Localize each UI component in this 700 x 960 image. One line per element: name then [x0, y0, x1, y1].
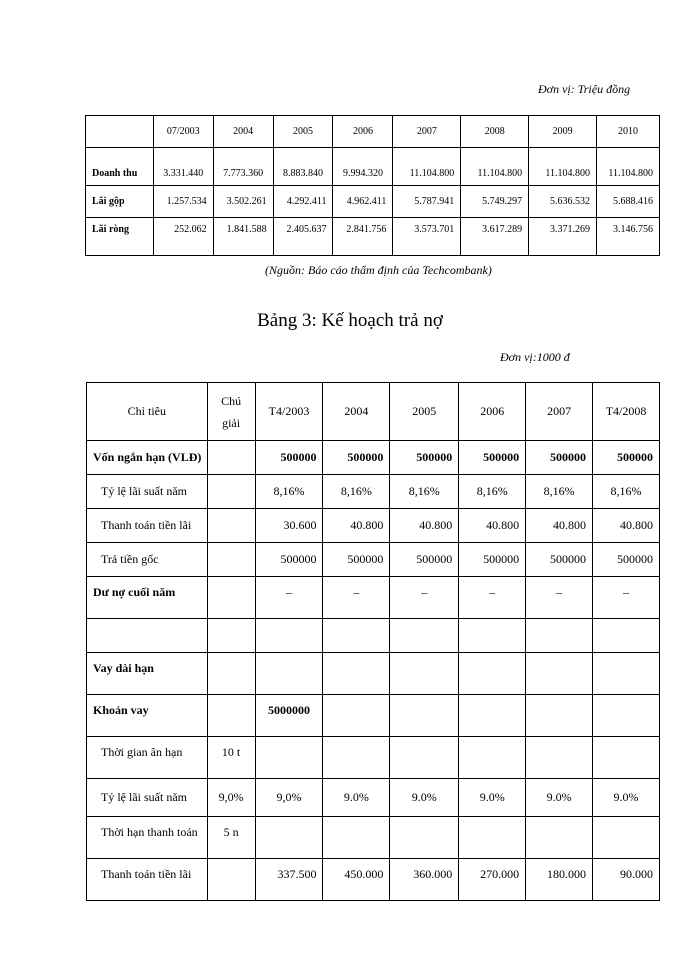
table2-cell: 500000 — [390, 543, 459, 577]
table2-cell — [323, 653, 390, 695]
table1-cell: 3.146.756 — [597, 218, 660, 256]
table1-cell: 5.787.941 — [393, 186, 461, 218]
table2-note-cell — [207, 695, 255, 737]
table2-cell — [323, 737, 390, 779]
table2-note-cell — [207, 653, 255, 695]
table2-cell: 500000 — [255, 441, 323, 475]
table1-cell: 4.292.411 — [273, 186, 333, 218]
table1-cell: 5.636.532 — [529, 186, 597, 218]
table2-row-label: Tỷ lệ lãi suất năm — [87, 779, 208, 817]
table2-cell — [323, 817, 390, 859]
table1-cell: 11.104.800 — [393, 148, 461, 186]
table2-cell: 500000 — [526, 441, 593, 475]
table1-row — [86, 186, 660, 218]
table2-cell: 180.000 — [526, 859, 593, 901]
year-header: T4/2008 — [593, 383, 660, 441]
table2-cell: 40.800 — [459, 509, 526, 543]
table2-row-label: Dư nợ cuối năm — [87, 577, 208, 619]
table2-row-label: Vốn ngắn hạn (VLĐ) — [87, 441, 208, 475]
table2-cell: 8,16% — [593, 475, 660, 509]
table2-cell: 500000 — [459, 441, 526, 475]
table2-cell: 8,16% — [459, 475, 526, 509]
table2-row — [87, 509, 660, 543]
table1-cell: 4.962.411 — [333, 186, 393, 218]
table1-row-label: Lãi gộp — [86, 186, 154, 218]
table2-row-label: Tỷ lệ lãi suất năm — [87, 475, 208, 509]
table2-cell — [593, 737, 660, 779]
table2-cell — [390, 817, 459, 859]
table2-cell: – — [593, 577, 660, 619]
table2-row — [87, 619, 660, 653]
table2-cell: 8,16% — [526, 475, 593, 509]
table2-note-cell — [207, 859, 255, 901]
table2-cell: 500000 — [593, 441, 660, 475]
table2-cell: 500000 — [593, 543, 660, 577]
table2-row-label: Thời gian ân hạn — [87, 737, 208, 779]
table2-cell: 500000 — [459, 543, 526, 577]
table2-note-cell — [207, 441, 255, 475]
table2-cell: 9,0% — [255, 779, 323, 817]
table2-row-label: Vay dài hạn — [87, 653, 208, 695]
table1-header-cell: 2005 — [273, 116, 333, 148]
debt-repayment-table — [86, 382, 660, 901]
table2-cell — [255, 653, 323, 695]
table2-note-cell — [207, 577, 255, 619]
table2-cell: – — [459, 577, 526, 619]
note-header-line: giải — [222, 415, 241, 430]
table1-cell: 9.994.320 — [333, 148, 393, 186]
table2-note-cell — [207, 619, 255, 653]
table2-cell: 40.800 — [323, 509, 390, 543]
table2-cell — [526, 695, 593, 737]
table2-cell: 270.000 — [459, 859, 526, 901]
table2-cell — [526, 737, 593, 779]
table1-cell: 3.331.440 — [153, 148, 213, 186]
table2-cell — [390, 695, 459, 737]
table1-cell: 5.688.416 — [597, 186, 660, 218]
table1-cell: 2.405.637 — [273, 218, 333, 256]
table2-cell — [593, 619, 660, 653]
table2-cell: – — [390, 577, 459, 619]
table2-note-cell — [207, 475, 255, 509]
table2-cell — [593, 653, 660, 695]
table1-header-cell: 2010 — [597, 116, 660, 148]
table1-cell: 8.883.840 — [273, 148, 333, 186]
table2-cell: 30.600 — [255, 509, 323, 543]
table1-header-cell: 2004 — [213, 116, 273, 148]
table2-cell: 450.000 — [323, 859, 390, 901]
table2-cell: 40.800 — [390, 509, 459, 543]
table1-cell: 1.257.534 — [153, 186, 213, 218]
table2-row — [87, 737, 660, 779]
table2-row-label: Thời hạn thanh toán — [87, 817, 208, 859]
table2-cell: 9.0% — [323, 779, 390, 817]
table1-cell: 3.617.289 — [461, 218, 529, 256]
year-header: 2006 — [459, 383, 526, 441]
table2-cell — [390, 737, 459, 779]
table2-row — [87, 653, 660, 695]
table1-cell: 11.104.800 — [597, 148, 660, 186]
table2-cell — [390, 653, 459, 695]
table2-cell — [323, 619, 390, 653]
table2-note-cell: 5 n — [207, 817, 255, 859]
table1-unit: Đơn vị: Triệu đồng — [538, 82, 631, 96]
table1-header-row — [86, 116, 660, 148]
table2-row — [87, 543, 660, 577]
table2-cell: 8,16% — [390, 475, 459, 509]
table2-cell — [459, 737, 526, 779]
table2-header-row — [87, 383, 660, 441]
table1-row-label: Doanh thu — [86, 148, 154, 186]
table2-cell: 5000000 — [255, 695, 323, 737]
table2-row-label: Thanh toán tiền lãi — [87, 509, 208, 543]
table2-cell: 9.0% — [390, 779, 459, 817]
table2-cell — [459, 653, 526, 695]
table2-cell — [526, 653, 593, 695]
table2-cell — [593, 817, 660, 859]
table1-header-cell — [86, 116, 154, 148]
note-header-line: Chú — [221, 393, 242, 408]
table2-row — [87, 817, 660, 859]
table1-cell: 11.104.800 — [461, 148, 529, 186]
table2-unit: Đơn vị:1000 đ — [500, 350, 570, 364]
table1-cell: 3.371.269 — [529, 218, 597, 256]
table2-cell — [459, 619, 526, 653]
table1-cell: 11.104.800 — [529, 148, 597, 186]
table2-cell: 500000 — [390, 441, 459, 475]
table1-cell: 5.749.297 — [461, 186, 529, 218]
table1-row — [86, 148, 660, 186]
table1-cell: 7.773.360 — [213, 148, 273, 186]
table2-note-cell: 10 t — [207, 737, 255, 779]
table1-source: (Nguồn: Báo cáo thẩm định của Techcombank) — [265, 263, 492, 277]
year-header: 2007 — [526, 383, 593, 441]
table2-cell — [459, 817, 526, 859]
table1-cell: 252.062 — [153, 218, 213, 256]
table1-header-cell: 2009 — [529, 116, 597, 148]
table2-cell: – — [526, 577, 593, 619]
table2-cell — [255, 737, 323, 779]
year-header: 2004 — [323, 383, 390, 441]
table2-row — [87, 441, 660, 475]
table2-cell — [323, 695, 390, 737]
table2-note-cell — [207, 543, 255, 577]
table2-cell: 337.500 — [255, 859, 323, 901]
indicator-header: Chỉ tiêu — [87, 383, 208, 441]
table2-row-label — [87, 619, 208, 653]
table2-cell: 90.000 — [593, 859, 660, 901]
table2-row — [87, 577, 660, 619]
table1-cell: 2.841.756 — [333, 218, 393, 256]
table2-row — [87, 695, 660, 737]
table2-row-label: Trả tiền gốc — [87, 543, 208, 577]
table1-header-cell: 07/2003 — [153, 116, 213, 148]
table2-note-cell: 9,0% — [207, 779, 255, 817]
table2-cell: 40.800 — [526, 509, 593, 543]
table1-cell: 1.841.588 — [213, 218, 273, 256]
table2-cell — [255, 817, 323, 859]
table2-note-cell — [207, 509, 255, 543]
table2-row — [87, 475, 660, 509]
table2-cell: 9.0% — [593, 779, 660, 817]
table2-title: Bảng 3: Kế hoạch trả nợ — [257, 310, 443, 331]
table2-cell — [390, 619, 459, 653]
table2-cell — [526, 619, 593, 653]
table1-cell: 3.573.701 — [393, 218, 461, 256]
table2-cell: – — [323, 577, 390, 619]
table2-cell: 8,16% — [255, 475, 323, 509]
table2-cell — [255, 619, 323, 653]
table2-row — [87, 779, 660, 817]
table2-row-label: Thanh toán tiền lãi — [87, 859, 208, 901]
table2-cell: 500000 — [323, 543, 390, 577]
table1-row-label: Lãi ròng — [86, 218, 154, 256]
table1-header-cell: 2008 — [461, 116, 529, 148]
year-header: T4/2003 — [255, 383, 323, 441]
table2-cell: – — [255, 577, 323, 619]
table2-cell: 500000 — [255, 543, 323, 577]
revenue-table — [85, 115, 660, 256]
table1-header-cell: 2006 — [333, 116, 393, 148]
table2-row-label: Khoản vay — [87, 695, 208, 737]
table1-row — [86, 218, 660, 256]
note-header — [207, 383, 255, 441]
table2-row — [87, 859, 660, 901]
table2-cell — [593, 695, 660, 737]
table2-cell: 500000 — [526, 543, 593, 577]
table1-header-cell: 2007 — [393, 116, 461, 148]
table1-cell: 3.502.261 — [213, 186, 273, 218]
table2-cell: 40.800 — [593, 509, 660, 543]
year-header: 2005 — [390, 383, 459, 441]
table2-cell — [459, 695, 526, 737]
table2-cell: 9.0% — [526, 779, 593, 817]
table2-cell — [526, 817, 593, 859]
table2-cell: 360.000 — [390, 859, 459, 901]
table2-cell: 500000 — [323, 441, 390, 475]
table2-cell: 8,16% — [323, 475, 390, 509]
table2-cell: 9.0% — [459, 779, 526, 817]
